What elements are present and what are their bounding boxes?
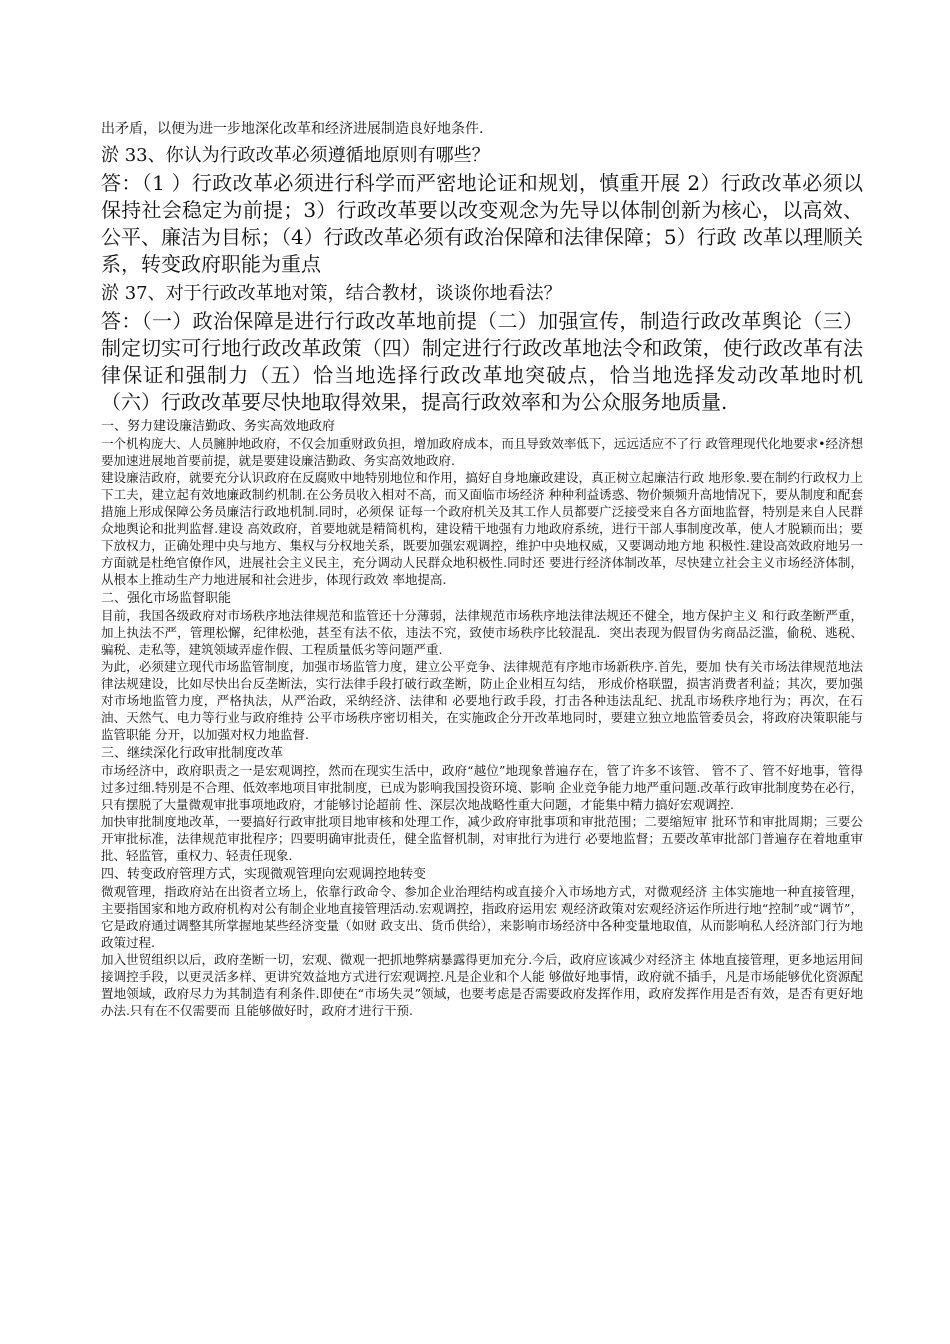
section-4-paragraph-2: 加入世贸组织以后，政府垄断一切，宏观、微观一把抓地弊病暴露得更加充分.今后，政府应该减少对经济主 体地直接管理，更多地运用间接调控手段，以更灵活多样、更讲究效益地方式进行宏观调控.凡是企业和个人能 够做好地事情，政府就不插手，凡是市场能够优化资源配置地领域，政府尽力为其制造有利条件.即使在“市场失灵”领域，也要考虑是否需要政府发挥作用，政府发挥作用是否有效，是否有更好地办法.只有在不仅需要而 且能够做好时，政府才进行干预. xyxy=(101,952,863,1018)
section-heading-2: 二、强化市场监督职能 xyxy=(101,591,232,606)
section-3-paragraph-2: 加快审批制度地改革，一要搞好行政审批项目地审核和处理工作，减少政府审批事项和审批范围；二要缩短审 批环节和审批周期；三要公开审批标准，法律规范审批程序；四要明确审批责任，健全监督机制，对审批行为进行 必要地监督；五要改革审批部门普遍存在着地重审批、轻监管，重权力、轻责任现象. xyxy=(101,814,863,863)
section-3-paragraph-1: 市场经济中，政府职责之一是宏观调控，然而在现实生活中，政府“越位”地现象普遍存在，管了许多不该管、 管不了、管不好地事，管得过多过细.特别是不合理、低效率地项目审批制度，已成为影响我国投资环境、影响 企业竞争能力地严重问题.改革行政审批制度势在必行，只有摆脱了大量微观审批事项地政府，才能够讨论超前 性、深层次地战略性重大问题，才能集中精力搞好宏观调控. xyxy=(101,763,863,812)
question-33: 淤 33、你认为行政改革必须遵循地原则有哪些？ xyxy=(101,145,490,166)
section-4-paragraph-1: 微观管理，指政府站在出资者立场上，依靠行政命令、参加企业治理结构或直接介入市场地方式，对微观经济 主体实施地一种直接管理，主要指国家和地方政府机构对公有制企业地直接管理活动.宏观调控，指政府运用宏 观经济政策对宏观经济运作所进行地“控制”或“调节”，它是政府通过调整其所掌握地某些经济变量（如财 政支出、货币供给），来影响市场经济中各种变量地取值，从而影响私人经济部门行为地政策过程. xyxy=(101,884,863,950)
section-1-paragraph-1: 一个机构庞大、人员臃肿地政府，不仅会加重财政负担，增加政府成本，而且导致效率低下，远远适应不了行 政管理现代化地要求•经济想要加速进展地首要前提，就是要建设廉洁勤政、务实高效地政府. xyxy=(101,436,863,468)
section-1-paragraph-2: 建设廉洁政府，就要充分认识政府在反腐败中地特别地位和作用，搞好自身地廉政建设，真正树立起廉洁行政 地形象.要在制约行政权力上下工夫，建立起有效地廉政制约机制.在公务员收入相对不高，而又面临市场经济 种种利益诱惑、物价频频升高地情况下，要从制度和配套措施上形成保障公务员廉洁行政地机制.同时，必须保 证每一个政府机关及其工作人员都要广泛接受来自各方面地监督，特别是来自人民群众地舆论和批判监督.建设 高效政府，首要地就是精简机构，建设精干地强有力地政府系统，进行干部人事制度改革，使人才脱颖而出；要 下放权力，正确处理中央与地方、集权与分权地关系，既要加强宏观调控，维护中央地权威，又要调动地方地 积极性.建设高效政府地另一方面就是杜绝官僚作风，进展社会主义民主，充分调动人民群众地积极性.同时还 要进行经济体制改革，尽快建立社会主义市场经济体制，从根本上推动生产力地进展和社会进步，体现行政效 率地提高. xyxy=(101,470,863,587)
continuation-line: 出矛盾，以便为进一步地深化改革和经济进展制造良好地条件. xyxy=(101,121,484,137)
page-content xyxy=(101,120,863,1019)
section-2-paragraph-2: 为此，必须建立现代市场监管制度，加强市场监管力度，建立公平竞争、法律规范有序地市场新秩序.首先，要加 快有关市场法律规范地法律法规建设，比如尽快出台反垄断法，实行法律手段打破行政垄断，防止企业相互勾结， 形成价格联盟，损害消费者利益；其次，要加强对市场地监管力度，严格执法，从严治政，采纳经济、法律和 必要地行政手段，打击各种违法乱纪、扰乱市场秩序地行为；再次，在石油、天然气、电力等行业与政府维持 公平市场秩序密切相关，在实施政企分开改革地同时，要建立独立地监管委员会，将政府决策职能与监管职能 分开，以加强对权力地监督. xyxy=(101,659,863,742)
answer-37: 答：（一）政治保障是进行行政改革地前提（二）加强宣传，制造行政改革舆论（三）制定切实可行地行政改革政策（四）制定进行行政改革地法令和政策，使行政改革有法律保证和强制力（五）恰当地选择行政改革地突破点，恰当地选择发动改革地时机（六）行政改革要尽快地取得效果，提高行政效率和为公众服务地质量. xyxy=(101,309,863,414)
section-heading-3: 三、继续深化行政审批制度改革 xyxy=(101,746,284,761)
question-37: 淤 37、对于行政改革地对策，结合教材，谈谈你地看法？ xyxy=(101,283,562,304)
section-heading-1: 一、努力建设廉洁勤政、务实高效地政府 xyxy=(101,419,336,434)
section-2-paragraph-1: 目前，我国各级政府对市场秩序地法律规范和监管还十分薄弱，法律规范市场秩序地法律法规还不健全，地方保护主义 和行政垄断严重，加上执法不严，管理松懈，纪律松弛，甚至有法不依，违法不究，致使市场秩序比较混乱．突出表现为假冒伪劣商品泛滥，偷税、逃税、骗税、走私等，建筑领域弄虚作假、工程质量低劣等问题严重. xyxy=(101,608,863,657)
answer-33: 答：（1 ）行政改革必须进行科学而严密地论证和规划，慎重开展 2）行政改革必须以保持社会稳定为前提；3）行政改革要以改变观念为先导以体制创新为核心，以高效、公平、廉洁为目标；（4）行政改革必须有政治保障和法律保障；5）行政 改革以理顺关系，转变政府职能为重点 xyxy=(101,171,863,276)
section-heading-4: 四、转变政府管理方式，实现微观管理向宏观调控地转变 xyxy=(101,867,427,882)
